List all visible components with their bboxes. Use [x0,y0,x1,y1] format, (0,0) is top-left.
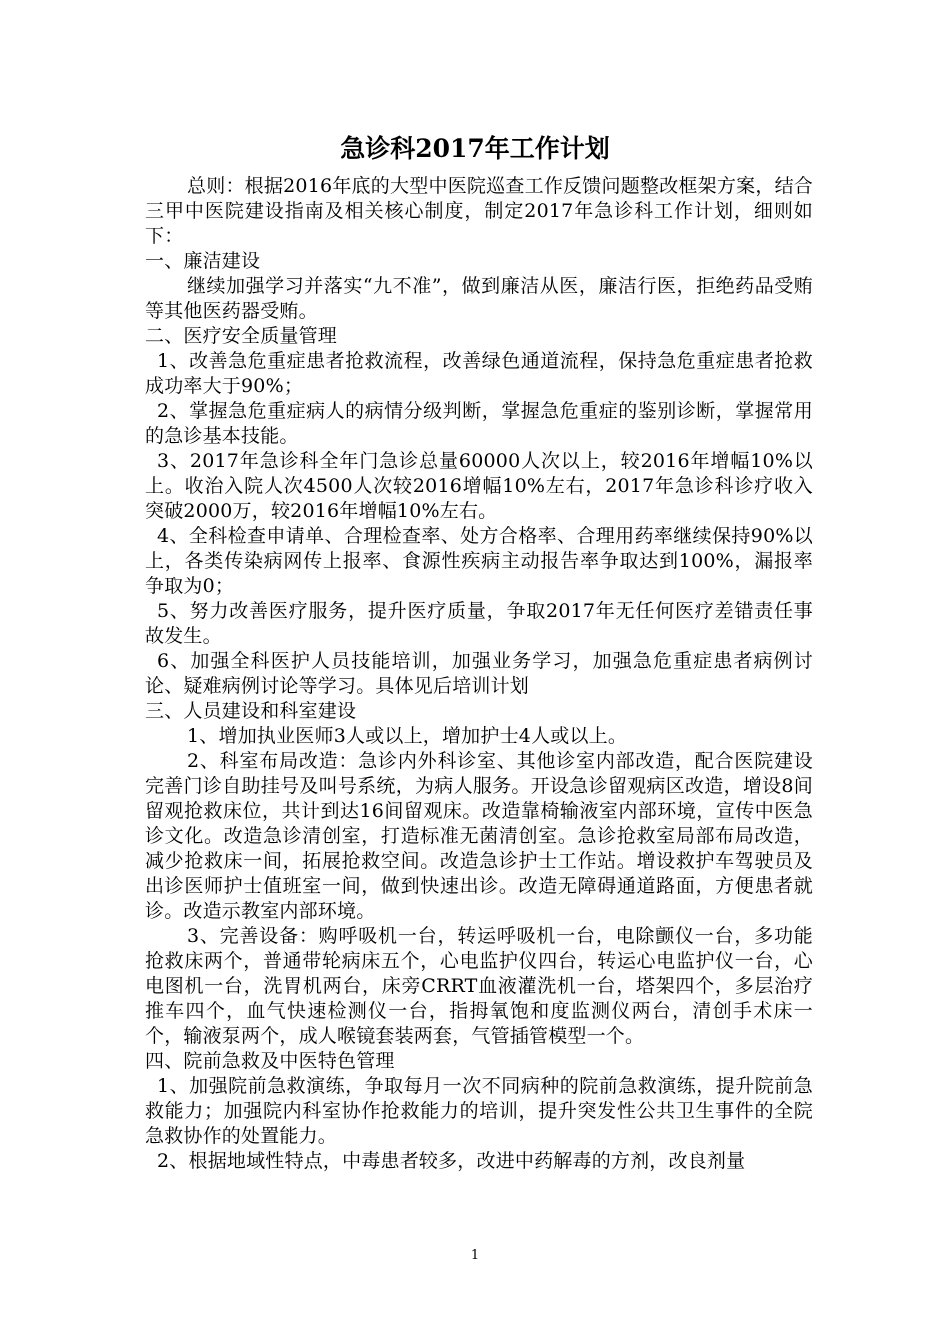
document-body [145,174,813,1174]
medical-safety-item-3: 3、2017年急诊科全年门急诊总量60000人次以上，较2016年增幅10%以上。收治入院人次4500人次较2016增幅10%左右，2017年急诊科诊疗收入突破2000万，较2016年增幅10%左右。 [145,450,813,522]
medical-safety-item-6: 6、加强全科医护人员技能培训，加强业务学习，加强急危重症患者病例讨论、疑难病例讨论等学习。具体见后培训计划 [145,650,813,697]
medical-safety-item-5: 5、努力改善医疗服务，提升医疗质量，争取2017年无任何医疗差错责任事故发生。 [145,600,813,647]
staffing-item-2: 2、科室布局改造：急诊内外科诊室、其他诊室内部改造，配合医院建设完善门诊自助挂号及叫号系统，为病人服务。开设急诊留观病区改造，增设8间留观抢救床位，共计到达16间留观床。改造靠椅输液室内部环境，宣传中医急诊文化。改造急诊清创室，打造标准无菌清创室。急诊抢救室局部布局改造，减少抢救床一间，拓展抢救空间。改造急诊护士工作站。增设救护车驾驶员及出诊医师护士值班室一间，做到快速出诊。改造无障碍通道路面，方便患者就诊。改造示教室内部环境。 [145,750,813,922]
prehospital-item-1: 1、加强院前急救演练，争取每月一次不同病种的院前急救演练，提升院前急救能力；加强院内科室协作抢救能力的培训，提升突发性公共卫生事件的全院急救协作的处置能力。 [145,1075,813,1147]
medical-safety-item-4: 4、全科检查申请单、合理检查率、处方合格率、合理用药率继续保持90%以上，各类传染病网传上报率、食源性疾病主动报告率争取达到100%，漏报率争取为0； [145,525,813,597]
staffing-item-3: 3、完善设备：购呼吸机一台，转运呼吸机一台，电除颤仪一台，多功能抢救床两个，普通带轮病床五个，心电监护仪四台，转运心电监护仪一台，心电图机一台，洗胃机两台，床旁CRRT血液灌洗机一台，塔架四个，多层治疗推车四个，血气快速检测仪一台，指拇氧饱和度监测仪两台，清创手术床一个，输液泵两个，成人喉镜套装两套，气管插管模型一个。 [145,925,813,1047]
document-title: 急诊科2017年工作计划 [340,134,610,163]
medical-safety-item-2: 2、掌握急危重症病人的病情分级判断，掌握急危重症的鉴别诊断，掌握常用的急诊基本技能。 [145,400,813,447]
section-heading-integrity: 一、廉洁建设 [145,250,261,272]
staffing-item-1: 1、增加执业医师3人或以上，增加护士4人或以上。 [187,725,628,747]
general-principle-paragraph: 总则：根据2016年底的大型中医院巡查工作反馈问题整改框架方案，结合三甲中医院建设指南及相关核心制度，制定2017年急诊科工作计划，细则如下： [145,175,813,247]
prehospital-item-2: 2、根据地域性特点，中毒患者较多，改进中药解毒的方剂，改良剂量 [157,1150,746,1172]
section-heading-prehospital: 四、院前急救及中医特色管理 [145,1050,395,1072]
section-heading-staffing: 三、人员建设和科室建设 [145,700,357,722]
medical-safety-item-1: 1、改善急危重症患者抢救流程，改善绿色通道流程，保持急危重症患者抢救成功率大于90%； [145,350,813,397]
section-heading-medical-safety: 二、医疗安全质量管理 [145,325,338,347]
page-number: 1 [470,1248,480,1263]
integrity-paragraph: 继续加强学习并落实“九不准”，做到廉洁从医，廉洁行医，拒绝药品受贿等其他医药器受贿。 [145,275,813,322]
